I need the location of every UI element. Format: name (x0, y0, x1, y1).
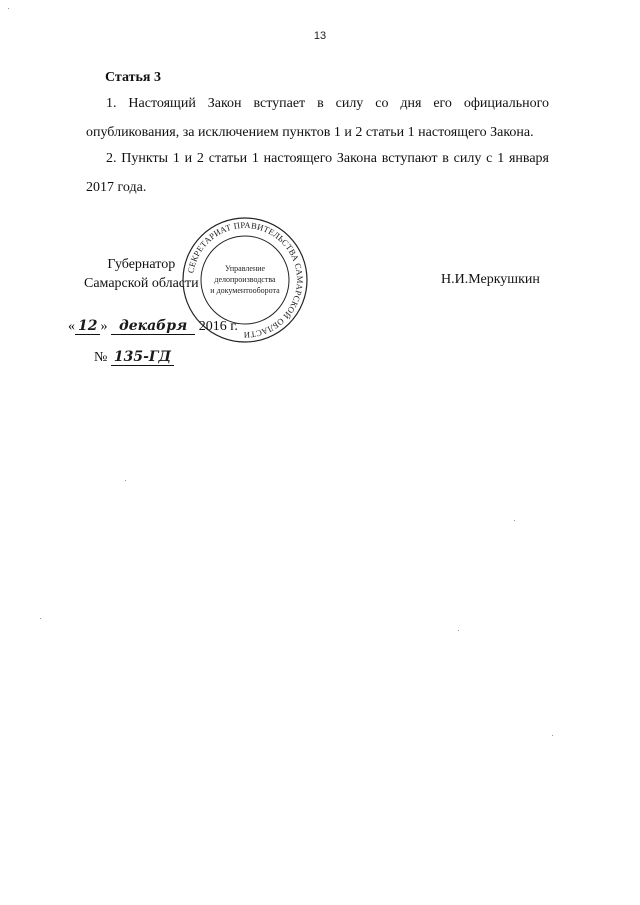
scan-speck (40, 618, 41, 619)
scan-speck (514, 520, 515, 521)
position-line-1: Губернатор (107, 257, 176, 272)
scan-speck (125, 480, 126, 481)
date-close-quote: » (100, 319, 108, 334)
law-number-prefix: № (94, 350, 108, 365)
article-paragraph-2: 2. Пункты 1 и 2 статьи 1 настоящего Закона вступают в силу с 1 января 2017 года. (86, 151, 549, 195)
seal-center-line-2: делопроизводства (214, 275, 276, 284)
seal-center-line-3: и документооборота (210, 286, 280, 295)
signing-date (68, 318, 238, 335)
article-title: Статья 3 (105, 70, 161, 85)
seal-ring-text: СЕКРЕТАРИАТ ПРАВИТЕЛЬСТВА САМАРСКОЙ ОБЛАСТИ (185, 219, 306, 341)
date-open-quote: « (68, 319, 75, 334)
date-month: декабря (111, 318, 195, 335)
position-line-2: Самарской области (84, 276, 199, 291)
page-number: 13 (313, 30, 327, 42)
date-year: 2016 г. (198, 319, 238, 334)
law-number (94, 349, 174, 366)
article-paragraph-1: 1. Настоящий Закон вступает в силу со дня его официального опубликования, за исключением пунктов 1 и 2 статьи 1 настоящего Закона. (86, 96, 549, 140)
date-day: 12 (75, 318, 100, 335)
scan-speck (552, 735, 553, 736)
signatory-name: Н.И.Меркушкин (441, 272, 540, 287)
law-number-value: 135-ГД (111, 349, 174, 366)
seal-center-line-1: Управление (224, 264, 266, 273)
scan-speck (458, 630, 459, 631)
scan-speck (8, 8, 9, 9)
